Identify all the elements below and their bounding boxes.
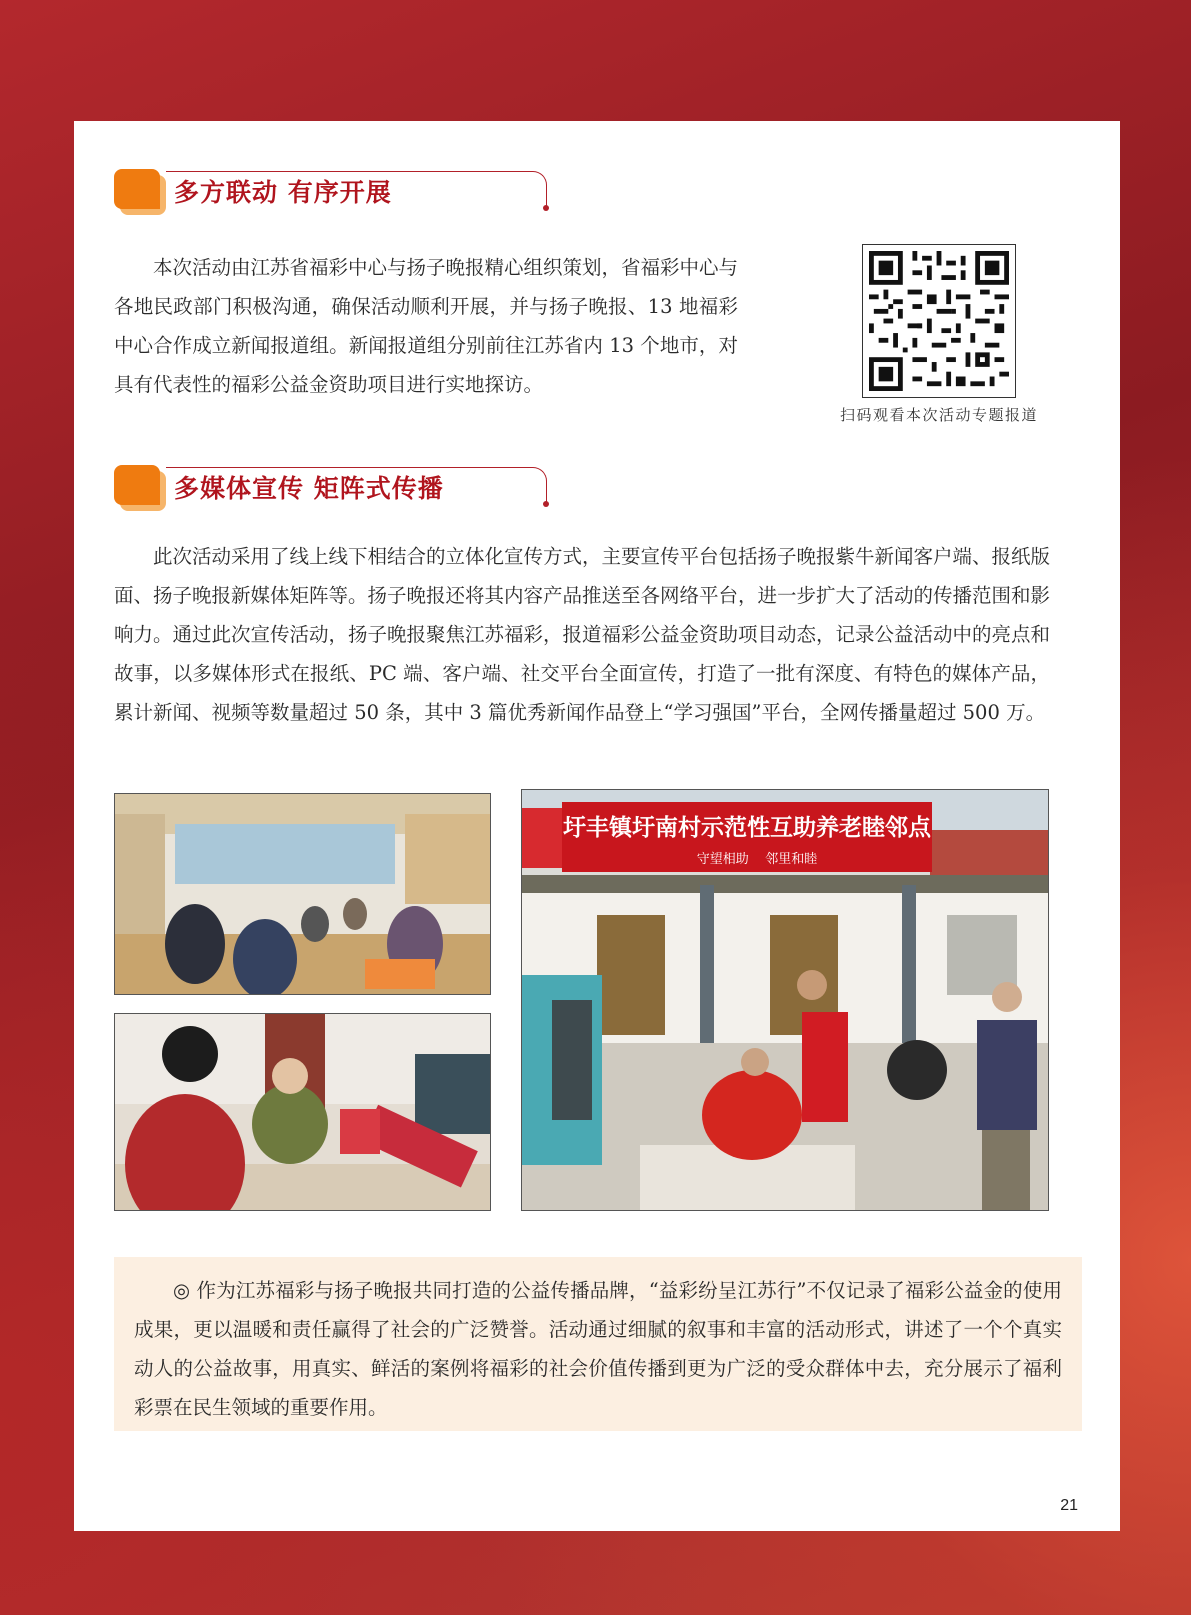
section-title-1: 多方联动 有序开展 [174, 178, 392, 207]
summary-text: ◎ 作为江苏福彩与扬子晚报共同打造的公益传播品牌，“益彩纷呈江苏行”不仅记录了福彩公益金的使用成果，更以温暖和责任赢得了社会的广泛赞誉。活动通过细腻的叙事和丰富的活动形式，讲述了一个个真实动人的公益故事，用真实、鲜活的案例将福彩的社会价值传播到更为广泛的受众群体中去，充分展示了福利彩票在民生领域的重要作用。 [134, 1279, 1062, 1419]
page-number: 21 [1060, 1497, 1078, 1514]
qr-code[interactable] [862, 244, 1016, 398]
section-marker [114, 465, 160, 505]
paragraph-1: 本次活动由江苏省福彩中心与扬子晚报精心组织策划，省福彩中心与各地民政部门积极沟通，确保活动顺利开展，并与扬子晚报、13 地福彩中心合作成立新闻报道组。新闻报道组分别前往江苏省内 13 个地市，对具有代表性的福彩公益金资助项目进行实地探访。 [114, 256, 739, 396]
section-marker [114, 169, 160, 209]
qr-code-image [869, 251, 1009, 391]
banner-main-text: 圩丰镇圩南村示范性互助养老睦邻点 [563, 815, 931, 841]
paragraph-2: 此次活动采用了线上线下相结合的立体化宣传方式，主要宣传平台包括扬子晚报紫牛新闻客户端、报纸版面、扬子晚报新媒体矩阵等。扬子晚报还将其内容产品推送至各网络平台，进一步扩大了活动的传播范围和影响力。通过此次宣传活动，扬子晚报聚焦江苏福彩，报道福彩公益金资助项目动态，记录公益活动中的亮点和故事，以多媒体形式在报纸、PC 端、客户端、社交平台全面宣传，打造了一批有深度、有特色的媒体产品，累计新闻、视频等数量超过 50 条，其中 3 篇优秀新闻作品登上“学习强国”平台，全网传播量超过 500 万。 [114, 545, 1051, 724]
photo-volunteer-service [114, 1013, 491, 1211]
section-header-1 [114, 169, 564, 219]
magazine-page [74, 121, 1120, 1531]
section-title-2: 多媒体宣传 矩阵式传播 [174, 474, 444, 503]
qr-caption: 扫码观看本次活动专题报道 [839, 406, 1038, 424]
photo-village-center [521, 789, 1049, 1211]
summary-box [114, 1257, 1082, 1431]
section-header-2 [114, 465, 564, 515]
banner-sub-text: 守望相助 邻里和睦 [696, 852, 818, 867]
photo-dining-hall [114, 793, 491, 995]
